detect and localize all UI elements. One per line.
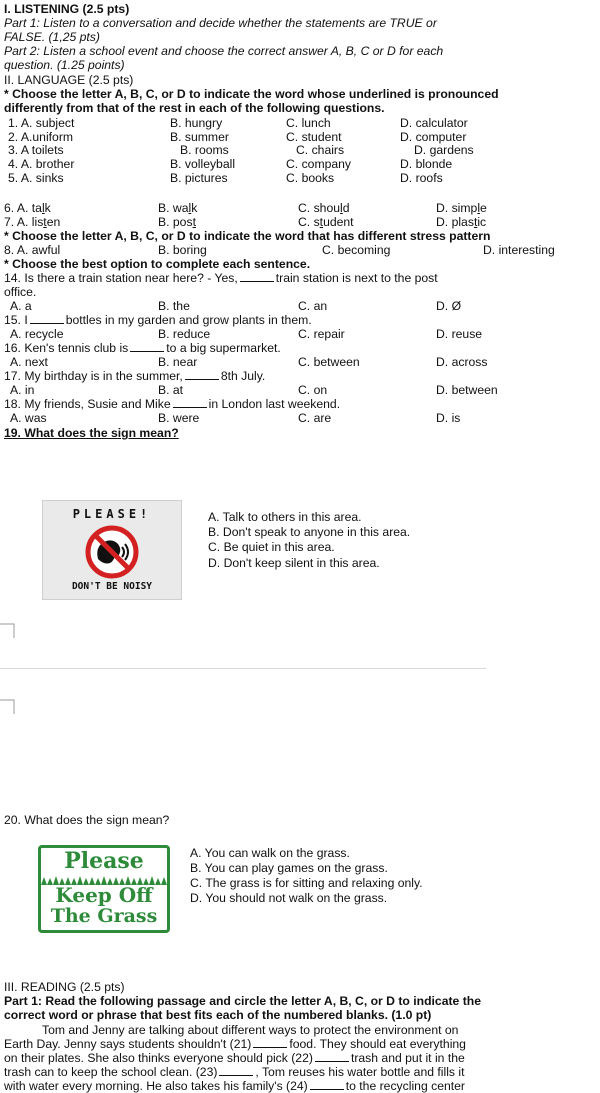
question-19: 19. What does the sign mean? [4,426,179,440]
question-14-cont: office. [4,285,37,299]
question-15: 15. I bottles in my garden and grow plants in them. [4,313,312,327]
stress-instruction: * Choose the letter A, B, C, or D to indicate the word that has different stress pattern [4,229,491,243]
blank-22[interactable] [315,1051,349,1062]
pronunciation-instruction: * Choose the letter A, B, C, or D to indicate the word whose underlined is pronounced [4,87,499,101]
answer-blank[interactable] [185,369,219,380]
language-heading: II. LANGUAGE (2.5 pts) [4,73,134,87]
quiet-sign-image [42,500,182,600]
crop-mark [0,624,14,638]
question-14: 14. Is there a train station near here? - Yes, train station is next to the post [4,271,438,285]
question-6: 6. A. talk B. walk C. should D. simple [4,201,487,215]
passage-line-1: Tom and Jenny are talking about different ways to protect the environment on [42,1023,459,1037]
page-divider [0,668,486,669]
passage-line-4: trash can to keep the school clean. (23) , Tom reuses his water bottle and fills it [4,1065,465,1079]
crop-mark [0,700,14,714]
no-noise-icon [82,525,142,579]
blank-24[interactable] [310,1079,344,1090]
answer-blank[interactable] [240,271,274,282]
question-17: 17. My birthday is in the summer, 8th July. [4,369,266,383]
sign-top-text: PLEASE! [72,507,152,521]
question-14-options: A. a B. the C. an D. Ø [10,299,462,313]
question-18: 18. My friends, Susie and Mike in London last weekend. [4,397,341,411]
answer-blank[interactable] [173,397,207,408]
keep-off-grass-sign-image [38,845,170,933]
blank-21[interactable] [253,1037,287,1048]
blank-23[interactable] [219,1065,253,1076]
listening-heading: I. LISTENING (2.5 pts) [4,2,130,16]
listening-part2-cont: question. (1.25 points) [4,58,125,72]
pronunciation-instruction-cont: differently from that of the rest in each of the following questions. [4,101,385,115]
passage-line-3: on their plates. She also thinks everyone should pick (22) trash and put it in the [4,1051,465,1065]
answer-blank[interactable] [130,341,164,352]
reading-heading: III. READING (2.5 pts) [4,980,125,994]
question-19-option-c: C. Be quiet in this area. [208,540,335,554]
question-2: 2. A.uniform B. summer C. student D. computer [8,130,467,144]
question-4: 4. A. brother B. volleyball C. company D. blonde [8,157,453,171]
question-15-options: A. recycle B. reduce C. repair D. reuse [10,327,483,341]
passage-line-2: Earth Day. Jenny says students shouldn't (21) food. They should eat everything [4,1037,466,1051]
listening-part1-cont: FALSE. (1,25 pts) [4,30,100,44]
question-20-option-d: D. You should not walk on the grass. [190,891,388,905]
listening-part1: Part 1: Listen to a conversation and decide whether the statements are TRUE or [4,16,437,30]
question-3: 3. A toilets B. rooms C. chairs D. gardens [8,143,474,157]
question-8: 8. A. awful B. boring C. becoming D. interesting [4,243,555,257]
listening-part2: Part 2: Listen a school event and choose the correct answer A, B, C or D for each [4,44,444,58]
question-17-options: A. in B. at C. on D. between [10,383,498,397]
completion-instruction: * Choose the best option to complete each sentence. [4,257,311,271]
question-20-option-b: B. You can play games on the grass. [190,861,388,875]
sign-line-1: Please [64,848,144,874]
reading-part1-cont: correct word or phrase that best fits each of the numbered blanks. (1.0 pt) [4,1008,432,1022]
question-16-options: A. next B. near C. between D. across [10,355,488,369]
reading-part1: Part 1: Read the following passage and circle the letter A, B, C, or D to indicate the [4,994,481,1008]
question-20-option-a: A. You can walk on the grass. [190,846,350,860]
question-5: 5. A. sinks B. pictures C. books D. roofs [8,171,443,185]
sign-line-3: The Grass [50,905,158,927]
question-20-option-c: C. The grass is for sitting and relaxing only. [190,876,423,890]
answer-blank[interactable] [30,313,64,324]
sign-line-2: Keep Off [55,883,153,907]
question-19-option-a: A. Talk to others in this area. [208,510,362,524]
question-16: 16. Ken's tennis club is to a big supermarket. [4,341,281,355]
question-1: 1. A. subject B. hungry C. lunch D. calculator [8,116,468,130]
passage-line-5: with water every morning. He also takes his family's (24) to the recycling center [4,1079,465,1093]
question-20: 20. What does the sign mean? [4,813,170,827]
sign-bottom-text: DON'T BE NOISY [71,581,153,592]
question-7: 7. A. listen B. post C. student D. plastic [4,215,487,229]
question-18-options: A. was B. were C. are D. is [10,411,461,425]
question-19-option-b: B. Don't speak to anyone in this area. [208,525,411,539]
question-19-option-d: D. Don't keep silent in this area. [208,556,380,570]
